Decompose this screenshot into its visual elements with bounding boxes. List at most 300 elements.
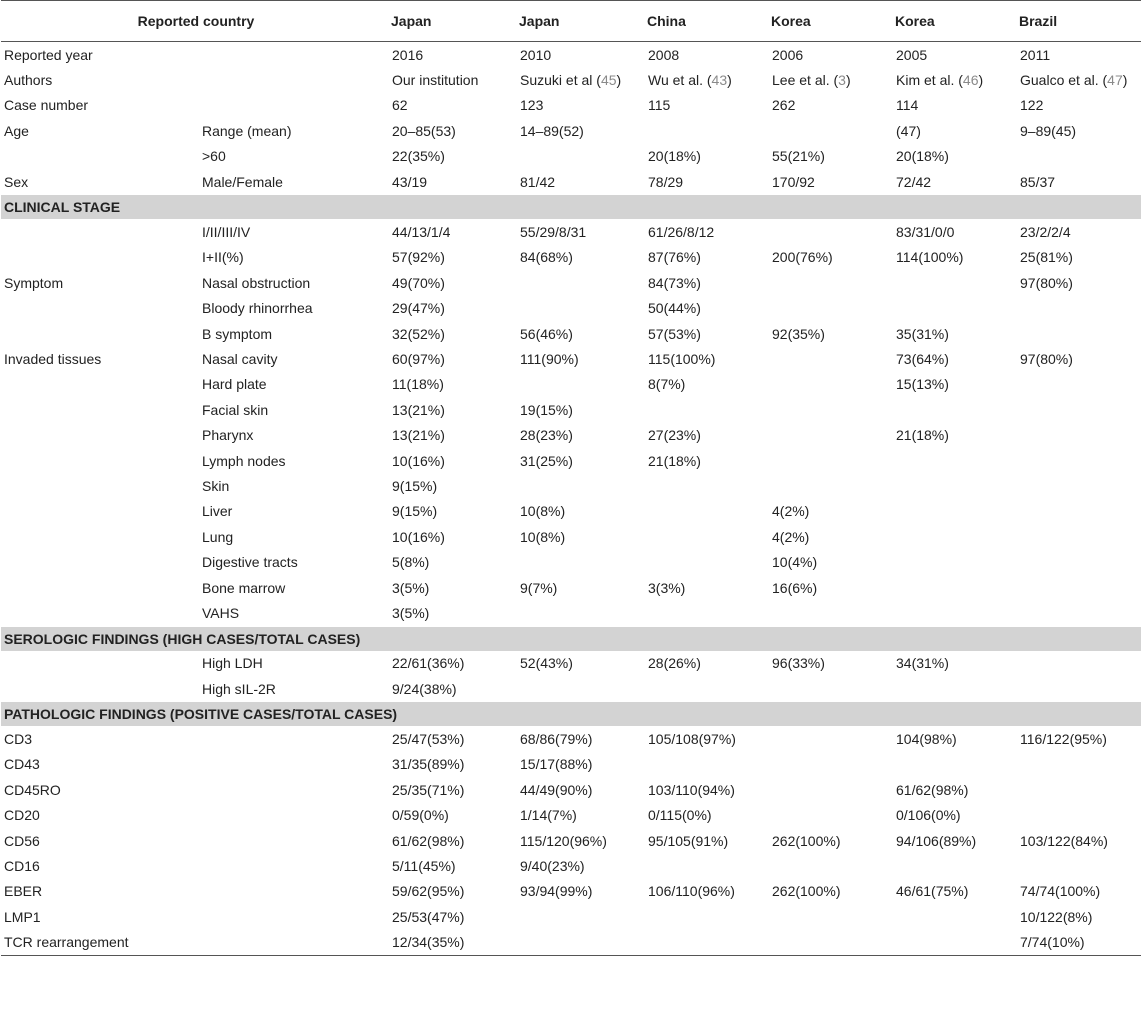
table-cell: 62 bbox=[392, 97, 408, 114]
table-row bbox=[1, 879, 1141, 904]
row-label: Case number bbox=[4, 97, 89, 114]
row-sublabel: Bloody rhinorrhea bbox=[202, 300, 313, 317]
table-cell: 2010 bbox=[520, 46, 552, 63]
table-cell bbox=[769, 600, 893, 626]
table-cell: 114(100%) bbox=[896, 249, 964, 266]
table-cell: 34(31%) bbox=[896, 655, 949, 672]
table-row bbox=[1, 803, 1141, 828]
table-row bbox=[1, 169, 1141, 195]
row-label bbox=[1, 448, 199, 473]
table-cell bbox=[645, 499, 769, 524]
table-row bbox=[1, 219, 1141, 244]
table-cell: 9(15%) bbox=[392, 477, 438, 494]
table-cell bbox=[1017, 67, 1141, 92]
table-cell: 72/42 bbox=[896, 173, 932, 190]
table-cell bbox=[769, 777, 893, 802]
table-row bbox=[1, 245, 1141, 270]
table-cell: 46/61(75%) bbox=[896, 883, 969, 900]
row-label: CD16 bbox=[4, 858, 40, 875]
row-label: CD3 bbox=[4, 731, 33, 748]
row-sublabel: Pharynx bbox=[202, 427, 254, 444]
table-cell: 122 bbox=[1020, 97, 1044, 114]
row-label bbox=[1, 144, 199, 169]
row-label: EBER bbox=[4, 883, 43, 900]
author-name: Gualco et al. ( bbox=[1020, 72, 1108, 89]
table-row bbox=[1, 752, 1141, 777]
reference-close: ) bbox=[616, 72, 622, 89]
row-label: Invaded tissues bbox=[4, 350, 102, 367]
table-cell bbox=[645, 549, 769, 574]
table-cell: 115(100%) bbox=[648, 350, 716, 367]
table-cell: 44/13/1/4 bbox=[392, 224, 451, 241]
table-cell bbox=[769, 397, 893, 422]
row-sublabel bbox=[199, 803, 389, 828]
table-cell: 84(73%) bbox=[648, 274, 701, 291]
table-cell: 55/29/8/31 bbox=[520, 224, 587, 241]
table-cell: 105/108(97%) bbox=[648, 731, 736, 748]
table-row bbox=[1, 651, 1141, 676]
table-cell bbox=[769, 803, 893, 828]
table-cell: 31/35(89%) bbox=[392, 756, 465, 773]
section-row bbox=[1, 702, 1141, 727]
table-cell bbox=[893, 904, 1017, 929]
table-cell: 61/62(98%) bbox=[392, 832, 465, 849]
table-cell: 85/37 bbox=[1020, 173, 1056, 190]
table-cell: (47) bbox=[896, 122, 921, 139]
table-cell: 32(52%) bbox=[392, 325, 445, 342]
table-cell bbox=[389, 67, 517, 92]
table-row bbox=[1, 422, 1141, 447]
table-row bbox=[1, 575, 1141, 600]
row-label: CD45RO bbox=[4, 781, 61, 798]
table-cell: 2011 bbox=[1020, 46, 1051, 63]
table-cell bbox=[893, 448, 1017, 473]
row-sublabel: Liver bbox=[202, 503, 233, 520]
table-cell bbox=[769, 270, 893, 295]
table-cell bbox=[893, 397, 1017, 422]
table-cell: 25(81%) bbox=[1020, 249, 1073, 266]
table-cell: 92(35%) bbox=[772, 325, 825, 342]
row-label bbox=[1, 422, 199, 447]
row-label bbox=[1, 296, 199, 321]
table-cell: 10(16%) bbox=[392, 528, 445, 545]
table-cell: 78/29 bbox=[648, 173, 684, 190]
table-cell: 97(80%) bbox=[1020, 274, 1073, 291]
table-cell bbox=[645, 853, 769, 878]
country-header: Japan bbox=[517, 1, 645, 42]
row-label bbox=[1, 651, 199, 676]
table-cell: 15/17(88%) bbox=[520, 756, 593, 773]
reference-link[interactable]: 45 bbox=[600, 72, 617, 89]
table-cell: 12/34(35%) bbox=[392, 934, 465, 951]
row-sublabel bbox=[199, 930, 389, 956]
row-sublabel: I/II/III/IV bbox=[202, 224, 251, 241]
table-cell: 103/110(94%) bbox=[648, 781, 735, 798]
table-cell: 44/49(90%) bbox=[520, 781, 593, 798]
table-cell bbox=[769, 904, 893, 929]
table-cell: 16(6%) bbox=[772, 579, 818, 596]
table-cell: 20(18%) bbox=[896, 148, 949, 165]
table-cell: 3(5%) bbox=[392, 604, 430, 621]
table-cell: 29(47%) bbox=[392, 300, 445, 317]
table-cell: 56(46%) bbox=[520, 325, 573, 342]
reference-close: ) bbox=[845, 72, 851, 89]
table-row bbox=[1, 777, 1141, 802]
table-cell: 0/59(0%) bbox=[392, 807, 449, 824]
table-cell bbox=[769, 118, 893, 143]
table-cell bbox=[645, 930, 769, 956]
table-row bbox=[1, 346, 1141, 371]
author-name: Lee et al. ( bbox=[772, 72, 839, 89]
row-label: Age bbox=[4, 122, 29, 139]
table-cell: 4(2%) bbox=[772, 503, 810, 520]
table-body bbox=[1, 42, 1141, 956]
table-row bbox=[1, 524, 1141, 549]
table-cell bbox=[1017, 676, 1141, 702]
table-cell: 22(35%) bbox=[392, 148, 445, 165]
table-cell: 9/40(23%) bbox=[520, 858, 585, 875]
table-cell: 15(13%) bbox=[896, 376, 949, 393]
row-sublabel bbox=[199, 752, 389, 777]
table-cell: 10(4%) bbox=[772, 554, 818, 571]
section-row bbox=[1, 195, 1141, 220]
table-cell: 200(76%) bbox=[772, 249, 833, 266]
table-row bbox=[1, 93, 1141, 118]
table-cell: 116/122(95%) bbox=[1020, 731, 1107, 748]
table-cell bbox=[769, 752, 893, 777]
table-cell: 5/11(45%) bbox=[392, 858, 456, 875]
table-row bbox=[1, 448, 1141, 473]
table-row bbox=[1, 828, 1141, 853]
table-cell: 115 bbox=[648, 97, 671, 114]
row-sublabel bbox=[199, 93, 389, 118]
table-cell bbox=[645, 752, 769, 777]
table-row bbox=[1, 144, 1141, 169]
table-cell bbox=[645, 904, 769, 929]
row-sublabel: High sIL-2R bbox=[202, 680, 276, 697]
table-cell: 0/115(0%) bbox=[648, 807, 712, 824]
table-cell: 9(15%) bbox=[392, 503, 438, 520]
table-row bbox=[1, 118, 1141, 143]
table-row bbox=[1, 499, 1141, 524]
table-cell: 13(21%) bbox=[392, 401, 445, 418]
row-sublabel: Facial skin bbox=[202, 401, 269, 418]
table-cell bbox=[893, 549, 1017, 574]
row-sublabel bbox=[199, 726, 389, 751]
table-cell: 96(33%) bbox=[772, 655, 825, 672]
reference-link[interactable]: 3 bbox=[838, 72, 846, 89]
table-cell: 1/14(7%) bbox=[520, 807, 577, 824]
row-sublabel bbox=[199, 828, 389, 853]
reference-close: ) bbox=[1122, 72, 1128, 89]
table-cell: 23/2/2/4 bbox=[1020, 224, 1071, 241]
table-cell bbox=[1017, 296, 1141, 321]
reference-close: ) bbox=[978, 72, 984, 89]
table-cell bbox=[769, 473, 893, 498]
table-cell: 57(53%) bbox=[648, 325, 701, 342]
table-cell bbox=[1017, 448, 1141, 473]
row-label: CD56 bbox=[4, 832, 40, 849]
table-cell bbox=[769, 448, 893, 473]
table-cell: 20(18%) bbox=[648, 148, 701, 165]
table-row bbox=[1, 372, 1141, 397]
table-cell bbox=[517, 473, 645, 498]
row-label: Reported year bbox=[4, 46, 93, 63]
table-cell: 68/86(79%) bbox=[520, 731, 593, 748]
table-cell: 28(23%) bbox=[520, 427, 573, 444]
table-cell bbox=[893, 67, 1017, 92]
reference-close: ) bbox=[727, 72, 732, 89]
table-cell bbox=[769, 853, 893, 878]
row-label bbox=[1, 676, 199, 702]
table-cell bbox=[517, 676, 645, 702]
row-sublabel: I+II(%) bbox=[202, 249, 244, 266]
table-cell bbox=[517, 600, 645, 626]
table-row bbox=[1, 67, 1141, 92]
table-cell bbox=[517, 372, 645, 397]
header-label: Reported country bbox=[1, 1, 389, 42]
table-row bbox=[1, 321, 1141, 346]
table-cell: 74/74(100%) bbox=[1020, 883, 1101, 900]
table-cell: 8(7%) bbox=[648, 376, 686, 393]
row-label bbox=[1, 321, 199, 346]
table-cell: 14–89(52) bbox=[520, 122, 584, 139]
table-cell: 95/105(91%) bbox=[648, 832, 729, 849]
table-cell bbox=[893, 752, 1017, 777]
table-cell bbox=[645, 600, 769, 626]
table-row bbox=[1, 904, 1141, 929]
table-cell: 87(76%) bbox=[648, 249, 701, 266]
table-cell bbox=[1017, 600, 1141, 626]
table-cell: 81/42 bbox=[520, 173, 556, 190]
row-sublabel bbox=[199, 777, 389, 802]
table-cell: 13(21%) bbox=[392, 427, 445, 444]
table-cell: 43/19 bbox=[392, 173, 428, 190]
country-header: Korea bbox=[893, 1, 1017, 42]
table-cell: 10(16%) bbox=[392, 452, 445, 469]
table-cell bbox=[769, 676, 893, 702]
reference-link[interactable]: 43 bbox=[711, 72, 728, 89]
table-cell: 262(100%) bbox=[772, 832, 841, 849]
table-cell: 20–85(53) bbox=[392, 122, 456, 139]
country-header: Japan bbox=[389, 1, 517, 42]
reference-link[interactable]: 47 bbox=[1107, 72, 1123, 89]
table-cell: 61/26/8/12 bbox=[648, 224, 715, 241]
table-cell bbox=[1017, 524, 1141, 549]
row-sublabel: Skin bbox=[202, 477, 230, 494]
table-cell bbox=[517, 549, 645, 574]
table-cell bbox=[1017, 499, 1141, 524]
row-sublabel bbox=[199, 42, 389, 68]
comparison-table bbox=[1, 0, 1141, 962]
table-cell bbox=[769, 930, 893, 956]
table-cell bbox=[1017, 372, 1141, 397]
table-cell: 31(25%) bbox=[520, 452, 573, 469]
table-cell bbox=[769, 67, 893, 92]
table-row bbox=[1, 296, 1141, 321]
table-cell bbox=[893, 676, 1017, 702]
footer-rule bbox=[1, 955, 1141, 962]
row-sublabel: Nasal cavity bbox=[202, 350, 278, 367]
table-cell: 2006 bbox=[772, 46, 804, 63]
row-label: Symptom bbox=[4, 274, 64, 291]
row-label bbox=[1, 397, 199, 422]
table-row bbox=[1, 600, 1141, 626]
table-cell: 22/61(36%) bbox=[392, 655, 465, 672]
table-cell: 59/62(95%) bbox=[392, 883, 465, 900]
table-cell: 19(15%) bbox=[520, 401, 573, 418]
table-cell bbox=[1017, 549, 1141, 574]
table-cell bbox=[645, 118, 769, 143]
table-cell bbox=[893, 853, 1017, 878]
table-cell bbox=[517, 296, 645, 321]
row-label bbox=[1, 245, 199, 270]
table-cell: 28(26%) bbox=[648, 655, 701, 672]
row-label: CD43 bbox=[4, 756, 40, 773]
table-cell: 9(7%) bbox=[520, 579, 558, 596]
row-label bbox=[1, 524, 199, 549]
author-name: Kim et al. ( bbox=[896, 72, 963, 89]
section-row bbox=[1, 626, 1141, 651]
row-label: Authors bbox=[4, 72, 53, 89]
row-label bbox=[1, 575, 199, 600]
country-header: China bbox=[645, 1, 769, 42]
row-sublabel: Digestive tracts bbox=[202, 554, 298, 571]
table-cell: 170/92 bbox=[772, 173, 815, 190]
table-cell bbox=[645, 676, 769, 702]
table-cell bbox=[517, 930, 645, 956]
table-row bbox=[1, 930, 1141, 956]
author-name: Wu et al. ( bbox=[648, 72, 712, 89]
table-cell bbox=[517, 904, 645, 929]
section-title: SEROLOGIC FINDINGS (HIGH CASES/TOTAL CASES) bbox=[1, 626, 1141, 651]
row-label bbox=[1, 372, 199, 397]
row-sublabel: >60 bbox=[202, 148, 226, 165]
country-header: Brazil bbox=[1017, 1, 1141, 42]
table-cell: 2016 bbox=[392, 46, 424, 63]
table-cell: 111(90%) bbox=[520, 350, 579, 367]
reference-link[interactable]: 46 bbox=[962, 72, 979, 89]
table-cell: 60(97%) bbox=[392, 350, 445, 367]
table-cell: 114 bbox=[896, 97, 919, 114]
row-sublabel: Lymph nodes bbox=[202, 452, 286, 469]
table-cell bbox=[893, 296, 1017, 321]
table-cell: 27(23%) bbox=[648, 427, 701, 444]
table-cell: 55(21%) bbox=[772, 148, 825, 165]
table-cell: 21(18%) bbox=[896, 427, 949, 444]
table-cell bbox=[893, 473, 1017, 498]
table-cell bbox=[517, 144, 645, 169]
table-cell: 7/74(10%) bbox=[1020, 934, 1085, 951]
table-cell bbox=[1017, 144, 1141, 169]
row-sublabel: Nasal obstruction bbox=[202, 274, 311, 291]
table-cell: 10/122(8%) bbox=[1020, 908, 1093, 925]
row-sublabel: Male/Female bbox=[202, 173, 283, 190]
row-sublabel: Hard plate bbox=[202, 376, 267, 393]
table-cell: 9/24(38%) bbox=[392, 680, 457, 697]
table-row bbox=[1, 42, 1141, 68]
table-cell: 2008 bbox=[648, 46, 680, 63]
table-cell bbox=[645, 67, 769, 92]
table-cell: 5(8%) bbox=[392, 554, 430, 571]
country-header: Korea bbox=[769, 1, 893, 42]
row-label bbox=[1, 600, 199, 626]
table-cell: 123 bbox=[520, 97, 544, 114]
row-label bbox=[1, 549, 199, 574]
table-row bbox=[1, 270, 1141, 295]
table-cell: 9–89(45) bbox=[1020, 122, 1077, 139]
row-sublabel bbox=[199, 904, 389, 929]
table-cell bbox=[1017, 651, 1141, 676]
table-cell: 10(8%) bbox=[520, 503, 566, 520]
table-row bbox=[1, 726, 1141, 751]
table-cell: 0/106(0%) bbox=[896, 807, 961, 824]
section-title: CLINICAL STAGE bbox=[1, 195, 1141, 220]
row-label: LMP1 bbox=[4, 908, 41, 925]
table-cell bbox=[645, 524, 769, 549]
table-cell: 57(92%) bbox=[392, 249, 445, 266]
table-cell bbox=[645, 473, 769, 498]
table-cell bbox=[1017, 853, 1141, 878]
table-cell bbox=[645, 397, 769, 422]
table-cell bbox=[1017, 473, 1141, 498]
table-cell bbox=[1017, 803, 1141, 828]
table-cell bbox=[769, 296, 893, 321]
row-sublabel bbox=[199, 853, 389, 878]
table-cell bbox=[769, 219, 893, 244]
author-name: Suzuki et al ( bbox=[520, 72, 601, 89]
table-cell bbox=[893, 930, 1017, 956]
row-label bbox=[1, 219, 199, 244]
table-row bbox=[1, 676, 1141, 702]
table-cell: 61/62(98%) bbox=[896, 781, 969, 798]
table-cell bbox=[1017, 397, 1141, 422]
row-sublabel bbox=[199, 879, 389, 904]
table-cell: 11(18%) bbox=[392, 376, 444, 393]
table-cell bbox=[893, 499, 1017, 524]
author-name: Our institution bbox=[392, 72, 479, 89]
table-cell bbox=[893, 575, 1017, 600]
row-sublabel: High LDH bbox=[202, 655, 263, 672]
table-cell: 83/31/0/0 bbox=[896, 224, 955, 241]
table-cell bbox=[517, 67, 645, 92]
table-cell: 104(98%) bbox=[896, 731, 957, 748]
table-row bbox=[1, 549, 1141, 574]
row-label: Sex bbox=[4, 173, 29, 190]
row-label: CD20 bbox=[4, 807, 40, 824]
table-cell bbox=[893, 600, 1017, 626]
table-cell bbox=[1017, 777, 1141, 802]
table-cell: 10(8%) bbox=[520, 528, 566, 545]
row-sublabel bbox=[199, 67, 389, 92]
table-cell: 4(2%) bbox=[772, 528, 810, 545]
table-cell bbox=[1017, 752, 1141, 777]
table-cell bbox=[769, 726, 893, 751]
row-sublabel: Bone marrow bbox=[202, 579, 286, 596]
table-row bbox=[1, 853, 1141, 878]
row-label bbox=[1, 499, 199, 524]
table-cell: 21(18%) bbox=[648, 452, 701, 469]
row-sublabel: Lung bbox=[202, 528, 234, 545]
table-cell: 49(70%) bbox=[392, 274, 445, 291]
table-row bbox=[1, 397, 1141, 422]
table-cell bbox=[893, 270, 1017, 295]
table-cell: 106/110(96%) bbox=[648, 883, 735, 900]
row-sublabel: Range (mean) bbox=[202, 122, 292, 139]
table-cell: 97(80%) bbox=[1020, 350, 1073, 367]
table-cell: 262(100%) bbox=[772, 883, 841, 900]
table-cell: 25/53(47%) bbox=[392, 908, 465, 925]
